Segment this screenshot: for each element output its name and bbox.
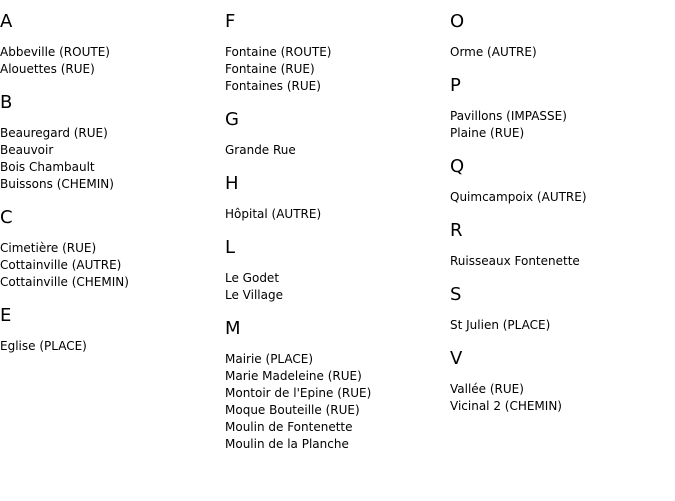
letter-heading: M	[225, 318, 241, 339]
letter-heading: F	[225, 11, 236, 32]
street-link-eglise-place[interactable]: Eglise (PLACE)	[0, 339, 87, 353]
street-link-hopital-autre[interactable]: Hôpital (AUTRE)	[225, 207, 322, 221]
letter-heading: B	[0, 92, 13, 113]
street-list	[225, 142, 445, 159]
letter-heading: V	[450, 348, 463, 369]
street-link-st-julien-place[interactable]: St Julien (PLACE)	[450, 318, 551, 332]
street-link-orme-autre[interactable]: Orme (AUTRE)	[450, 45, 537, 59]
street-link-beauregard-rue[interactable]: Beauregard (RUE)	[0, 126, 108, 140]
street-link-cottainville-chemin[interactable]: Cottainville (CHEMIN)	[0, 275, 129, 289]
street-list	[450, 189, 670, 206]
letter-heading: G	[225, 109, 239, 130]
letter-heading: O	[450, 11, 465, 32]
letter-group-h	[225, 172, 445, 223]
letter-group-r	[450, 219, 670, 270]
street-list	[0, 44, 220, 78]
letter-group-e	[0, 304, 220, 355]
street-list	[225, 351, 445, 453]
street-link-vicinal-2-chemin[interactable]: Vicinal 2 (CHEMIN)	[450, 399, 562, 413]
letter-heading: P	[450, 75, 461, 96]
letter-group-g	[225, 108, 445, 159]
street-link-mairie-place[interactable]: Mairie (PLACE)	[225, 352, 314, 366]
street-link-quimcampoix-autre[interactable]: Quimcampoix (AUTRE)	[450, 190, 587, 204]
letter-heading: R	[450, 220, 463, 241]
street-link-fontaine-route[interactable]: Fontaine (ROUTE)	[225, 45, 332, 59]
street-link-le-godet[interactable]: Le Godet	[225, 271, 280, 285]
letter-heading: H	[225, 173, 239, 194]
letter-group-f	[225, 10, 445, 95]
street-list	[0, 125, 220, 193]
letter-group-v	[450, 347, 670, 415]
letter-group-q	[450, 155, 670, 206]
letter-group-m	[225, 317, 445, 453]
letter-heading: A	[0, 11, 13, 32]
letter-heading: C	[0, 207, 13, 228]
index-column-2	[225, 10, 445, 466]
street-link-moulin-de-la-planche[interactable]: Moulin de la Planche	[225, 437, 349, 451]
street-link-abbeville-route[interactable]: Abbeville (ROUTE)	[0, 45, 110, 59]
street-list	[450, 317, 670, 334]
letter-group-c	[0, 206, 220, 291]
street-link-alouettes-rue[interactable]: Alouettes (RUE)	[0, 62, 95, 76]
letter-heading: S	[450, 284, 462, 305]
letter-heading: E	[0, 305, 12, 326]
street-link-bois-chambault[interactable]: Bois Chambault	[0, 160, 95, 174]
street-link-grande-rue[interactable]: Grande Rue	[225, 143, 296, 157]
index-column-1	[0, 10, 220, 368]
street-link-beauvoir[interactable]: Beauvoir	[0, 143, 54, 157]
street-link-pavillons-impasse[interactable]: Pavillons (IMPASSE)	[450, 109, 567, 123]
letter-group-a	[0, 10, 220, 78]
street-link-montoir-de-l-epine-rue[interactable]: Montoir de l'Epine (RUE)	[225, 386, 372, 400]
street-list	[450, 44, 670, 61]
street-list	[225, 270, 445, 304]
letter-group-s	[450, 283, 670, 334]
street-list	[450, 381, 670, 415]
street-list	[450, 108, 670, 142]
letter-heading: Q	[450, 156, 465, 177]
street-link-moulin-de-fontenette[interactable]: Moulin de Fontenette	[225, 420, 353, 434]
index-column-3	[450, 10, 670, 428]
letter-group-o	[450, 10, 670, 61]
street-link-fontaine-rue[interactable]: Fontaine (RUE)	[225, 62, 315, 76]
street-link-vallee-rue[interactable]: Vallée (RUE)	[450, 382, 524, 396]
street-list	[450, 253, 670, 270]
street-link-fontaines-rue[interactable]: Fontaines (RUE)	[225, 79, 321, 93]
letter-group-p	[450, 74, 670, 142]
street-link-cottainville-autre[interactable]: Cottainville (AUTRE)	[0, 258, 122, 272]
street-link-moque-bouteille-rue[interactable]: Moque Bouteille (RUE)	[225, 403, 360, 417]
street-list	[0, 338, 220, 355]
letter-group-b	[0, 91, 220, 193]
street-list	[0, 240, 220, 291]
letter-group-l	[225, 236, 445, 304]
street-link-cimetiere-rue[interactable]: Cimetière (RUE)	[0, 241, 97, 255]
street-list	[225, 44, 445, 95]
street-list	[225, 206, 445, 223]
street-link-buissons-chemin[interactable]: Buissons (CHEMIN)	[0, 177, 114, 191]
letter-heading: L	[225, 237, 236, 258]
street-link-le-village[interactable]: Le Village	[225, 288, 283, 302]
street-link-ruisseaux-fontenette[interactable]: Ruisseaux Fontenette	[450, 254, 580, 268]
street-link-marie-madeleine-rue[interactable]: Marie Madeleine (RUE)	[225, 369, 362, 383]
street-link-plaine-rue[interactable]: Plaine (RUE)	[450, 126, 525, 140]
